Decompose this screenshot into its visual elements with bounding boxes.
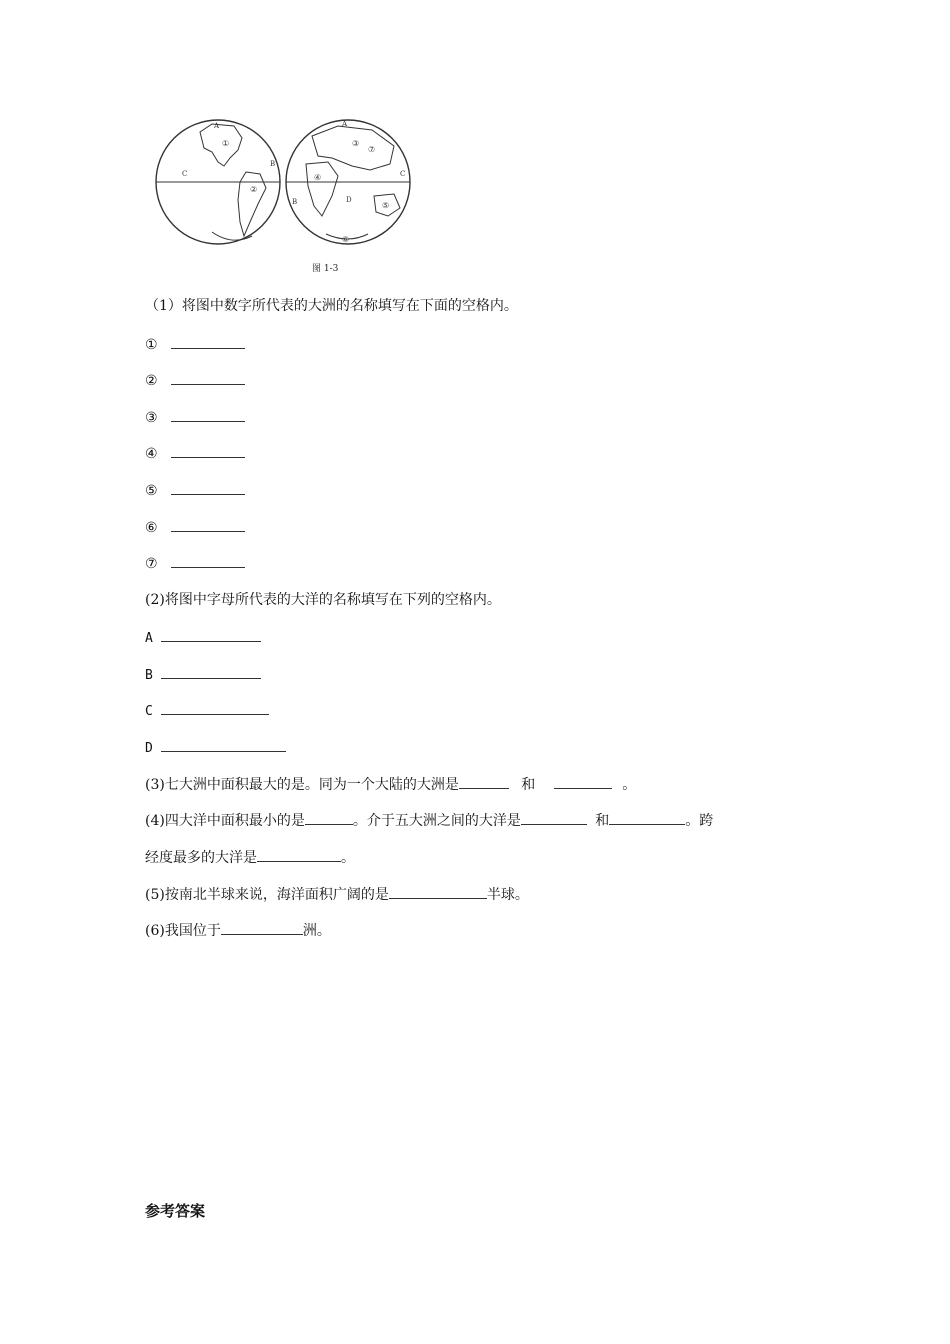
- q1-item-label: ⑦: [145, 556, 158, 572]
- q4-text-a: (4)四大洋中面积最小的是: [145, 813, 305, 829]
- q4-text-b: 。介于五大洲之间的大洋是: [352, 813, 521, 829]
- q6-text-a: (6)我国位于: [145, 923, 221, 939]
- answer-blank[interactable]: [161, 699, 269, 715]
- q4-line-2: [145, 846, 355, 868]
- answer-blank[interactable]: [161, 663, 261, 679]
- answer-blank[interactable]: [171, 442, 245, 458]
- answer-blank[interactable]: [161, 626, 261, 642]
- q1-item-label: ⑤: [145, 483, 158, 499]
- q5-text-a: (5)按南北半球来说，海洋面积广阔的是: [145, 887, 389, 903]
- continent-label-5: ⑤: [382, 201, 390, 210]
- q2-prompt: (2)将图中字母所代表的大洋的名称填写在下列的空格内。: [145, 592, 501, 608]
- q3-line: [145, 773, 636, 795]
- answer-blank[interactable]: [171, 333, 245, 349]
- ocean-label-a-west: A: [214, 122, 220, 130]
- q4-text-c: 和: [595, 813, 610, 829]
- answer-blank[interactable]: [389, 883, 487, 899]
- answer-blank[interactable]: [171, 552, 245, 568]
- q2-item-d: [145, 736, 286, 759]
- answer-blank[interactable]: [459, 773, 509, 789]
- q2-item-c: [145, 699, 269, 722]
- continent-label-7: ⑦: [368, 145, 376, 154]
- q4-line-1: [145, 809, 713, 831]
- continent-label-6: ⑥: [342, 235, 350, 244]
- q1-item-label: ①: [145, 337, 158, 353]
- continent-label-2: ②: [250, 185, 258, 194]
- continent-label-3: ③: [352, 139, 360, 148]
- q1-item-label: ⑥: [145, 520, 158, 536]
- q1-item-2: [145, 369, 245, 391]
- q2-item-label: D: [145, 741, 153, 756]
- answer-blank[interactable]: [221, 919, 303, 935]
- q1-item-label: ②: [145, 373, 158, 389]
- answer-blank[interactable]: [609, 809, 685, 825]
- q3-text-b: 和: [521, 777, 536, 793]
- q1-item-label: ④: [145, 446, 158, 462]
- answer-blank[interactable]: [171, 479, 245, 495]
- q3-text-a: (3)七大洲中面积最大的是。同为一个大陆的大洲是: [145, 777, 459, 793]
- ocean-label-c-east: C: [400, 170, 406, 178]
- q4-text-e: 经度最多的大洋是: [145, 850, 257, 866]
- q4-text-d: 。跨: [685, 813, 714, 829]
- answer-blank[interactable]: [171, 406, 245, 422]
- q2-item-b: [145, 663, 261, 686]
- q2-item-a: [145, 626, 261, 649]
- answer-blank[interactable]: [171, 516, 245, 532]
- answer-blank[interactable]: [161, 736, 286, 752]
- hemispheres-map: [142, 112, 422, 282]
- answer-blank[interactable]: [171, 369, 245, 385]
- continent-label-4: ④: [314, 173, 322, 182]
- q1-item-5: [145, 479, 245, 501]
- q1-item-7: [145, 552, 245, 574]
- answer-blank[interactable]: [257, 846, 341, 862]
- ocean-label-d-east: D: [346, 196, 352, 204]
- q1-item-3: [145, 406, 245, 428]
- ocean-label-b-east: B: [292, 198, 298, 206]
- q2-item-label: A: [145, 631, 153, 646]
- q1-item-1: [145, 333, 245, 355]
- q1-item-label: ③: [145, 410, 158, 426]
- q6-line: [145, 919, 331, 941]
- q6-text-b: 洲。: [302, 923, 331, 939]
- answer-blank[interactable]: [521, 809, 587, 825]
- q3-text-c: 。: [622, 777, 637, 793]
- q1-prompt: （1）将图中数字所代表的大洲的名称填写在下面的空格内。: [145, 298, 518, 314]
- ocean-label-a-east: A: [342, 120, 348, 128]
- world-map-figure: [142, 112, 422, 282]
- q4-text-f: 。: [341, 850, 355, 866]
- ocean-label-b-west: B: [270, 160, 276, 168]
- q2-item-label: B: [145, 668, 153, 683]
- continent-label-1: ①: [222, 139, 230, 148]
- figure-caption: 图 1-3: [312, 264, 339, 274]
- q5-text-b: 半球。: [486, 887, 529, 903]
- q2-item-label: C: [145, 704, 153, 719]
- answer-blank[interactable]: [305, 809, 353, 825]
- ocean-label-c-west: C: [182, 170, 188, 178]
- q1-item-4: [145, 442, 245, 464]
- answer-blank[interactable]: [554, 773, 612, 789]
- q1-item-6: [145, 516, 245, 538]
- answer-heading: 参考答案: [145, 1202, 206, 1220]
- q5-line: [145, 883, 529, 905]
